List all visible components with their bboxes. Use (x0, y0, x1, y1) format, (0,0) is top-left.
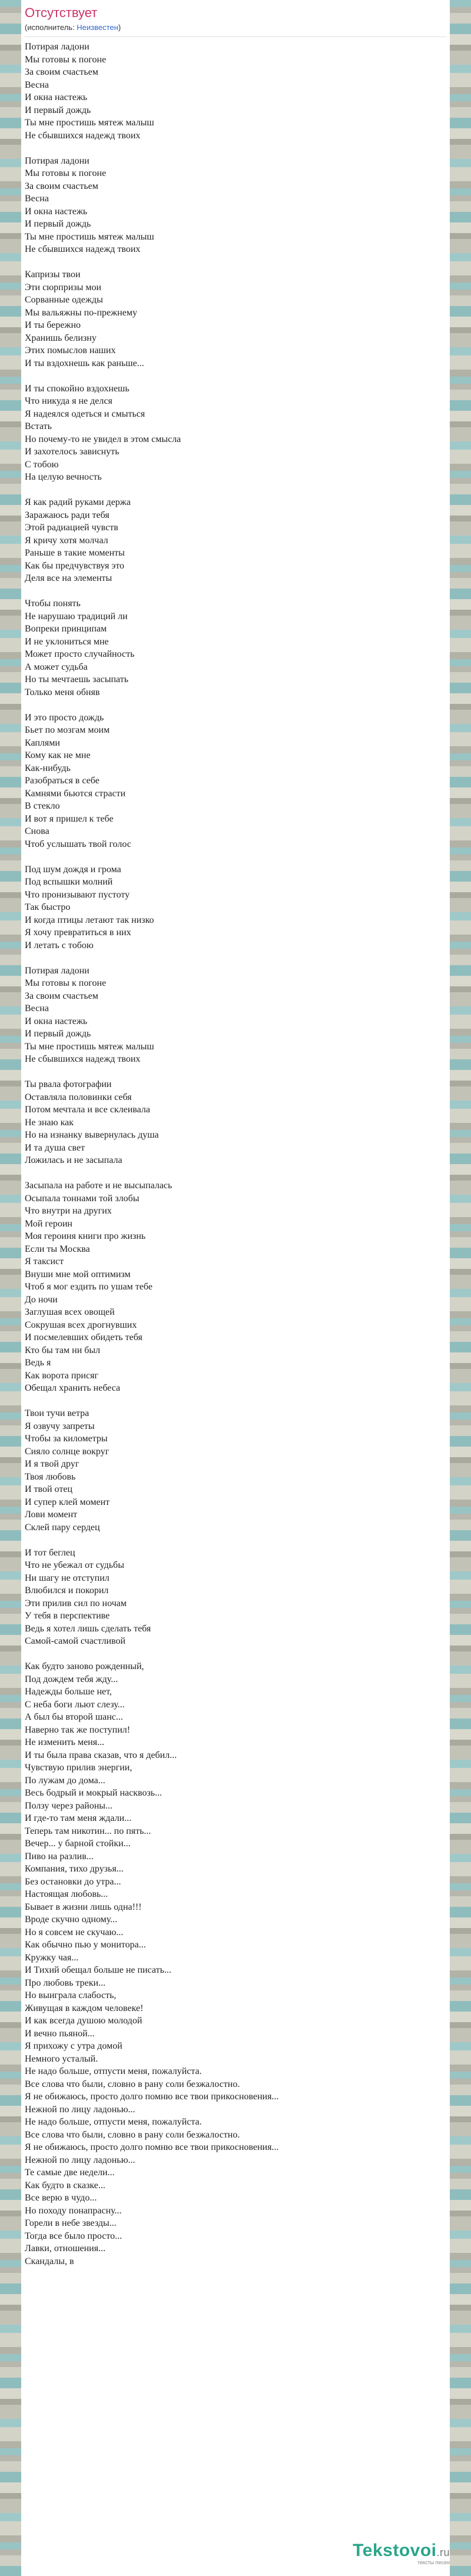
song-title: Отсутствует (25, 5, 98, 20)
lyrics-stanza: И ты спокойно вздохнешь Что никуда я не делся Я надеялся одеться и смыться Встать Но почему-то не увидел в этом смысла И захотелось зависнуть С тобою На целую вечность (25, 383, 181, 482)
lyrics-text (21, 41, 450, 2268)
lyrics-stanza: Как будто заново рожденный, Под дождем тебя жду... Надежды больше нет, С неба боги льют слезу... А был бы второй шанс... Наверно так же поступил! Не изменить меня... И ты была права сказав, что я дебил... Чувствую прилив энергии, По лужам до дома... Весь бодрый и мокрый насквозь... Ползу через районы... И где-то там меня ждали... Теперь там никотин... по пять... Вечер... у барной стойки... Пиво на разлив... Компания, тихо друзья... Без остановки до утра... Настоящая любовь... Бывает в жизни лишь одна!!! Вроде скучно одному... Но я совсем не скучаю... Как обычно пью у монитора... Кружку чая... И Тихий обещал больше не писать... Про любовь треки... Но выиграла слабость, Живущая в каждом человеке! И как всегда душою молодой И вечно пьяной... Я прихожу с утра домой Немного усталый. Не надо больше, отпусти меня, пожалуйста. Все слова что были, словно в рану соли безжалостно. Я не обижаюсь, просто долго помню все твои прикосновения... Нежной по лицу ладонью... Не надо больше, отпусти меня, пожалуйста. Все слова что были, словно в рану соли безжалостно. Я не обижаюсь, просто долго помню все твои прикосновения... Нежной по лицу ладонью... Те самые две недели... Как будто в сказке... Все верю в чудо... Но походу понапрасну... Горели в небе звезды... Тогда все было просто... Лавки, отношения... Скандалы, в (25, 1661, 279, 2266)
logo-brand: Tekstovoi (353, 2541, 437, 2560)
logo-wordmark (320, 2541, 450, 2561)
lyrics-stanza: Капризы твои Эти сюрпризы мои Сорванные одежды Мы вальяжны по-прежнему И ты бережно Хранишь белизну Этих помыслов наших И ты вздохнешь как раньше... (25, 270, 144, 368)
lyrics-stanza: И это просто дождь Бьет по мозгам моим Каплями Кому как не мне Как-нибудь Разобраться в себе Камнями бьются страсти В стекло И вот я пришел к тебе Снова Чтоб услышать твой голос (25, 712, 131, 849)
left-stripe-decoration (0, 0, 21, 2576)
lyrics-stanza: Чтобы понять Не нарушаю традиций ли Вопреки принципам И не уклониться мне Может просто случайность А может судьба Но ты мечтаешь засыпать Только меня обняв (25, 599, 135, 697)
lyrics-stanza: Потирая ладони Мы готовы к погоне За своим счастьем Весна И окна настежь И первый дождь Ты мне простишь мятеж малыш Не сбывшихся надежд твоих (25, 965, 154, 1064)
logo-tld: .ru (436, 2547, 450, 2558)
lyrics-stanza: Я как радий руками держа Заражаюсь ради тебя Этой радиацией чувств Я кричу хотя молчал Раньше в такие моменты Как бы предчувствуя это Деля все на элементы (25, 497, 131, 583)
credits-prefix: (исполнитель: (25, 23, 77, 32)
lyrics-stanza: Под шум дождя и грома Под вспышки молний Что пронизывают пустоту Так быстро И когда птицы летают так низко Я хочу превратиться в них И летать с тобою (25, 864, 154, 950)
lyrics-stanza: Ты рвала фотографии Оставляла половинки себя Потом мечтала и все склеивала Не знаю как Но на изнанку вывернулась душа И та душа свет Ложилась и не засыпала (25, 1079, 159, 1165)
artist-link[interactable]: Неизвестен (77, 23, 118, 32)
lyrics-page (21, 0, 450, 2576)
lyrics-stanza: Потирая ладони Мы готовы к погоне За своим счастьем Весна И окна настежь И первый дождь Ты мне простишь мятеж малыш Не сбывшихся надежд твоих (25, 42, 154, 141)
logo-tagline: тексты песен (417, 2560, 450, 2565)
lyrics-stanza: Засыпала на работе и не высыпалась Осыпала тоннами той злобы Что внутри на других Мой героин Моя героиня книги про жизнь Если ты Москва Я таксист Внуши мне мой оптимизм Чтоб я мог ездить по ушам тебе До ночи Заглушая всех овощей Сокрушая всех дрогнувших И посмелевших обидеть тебя Кто бы там ни был Ведь я Как ворота присяг Обещал хранить небеса (25, 1181, 173, 1393)
lyrics-stanza: Потирая ладони Мы готовы к погоне За своим счастьем Весна И окна настежь И первый дождь Ты мне простишь мятеж малыш Не сбывшихся надежд твоих (25, 155, 154, 254)
song-header (21, 0, 450, 33)
header-divider (25, 36, 446, 37)
credits-suffix: ) (118, 23, 121, 32)
right-stripe-decoration (450, 0, 471, 2576)
lyrics-stanza: И тот беглец Что не убежал от судьбы Ни шагу не отступил Влюбился и покорил Эти прилив сил по ночам У тебя в перспективе Ведь я хотел лишь сделать тебя Самой-самой счастливой (25, 1547, 151, 1646)
site-logo[interactable] (320, 2541, 450, 2565)
song-credits (25, 22, 446, 33)
lyrics-stanza: Твои тучи ветра Я озвучу запреты Чтобы за километры Сияло солнце вокруг И я твой друг Твоя любовь И твой отец И супер клей момент Лови момент Склей пару сердец (25, 1408, 110, 1533)
